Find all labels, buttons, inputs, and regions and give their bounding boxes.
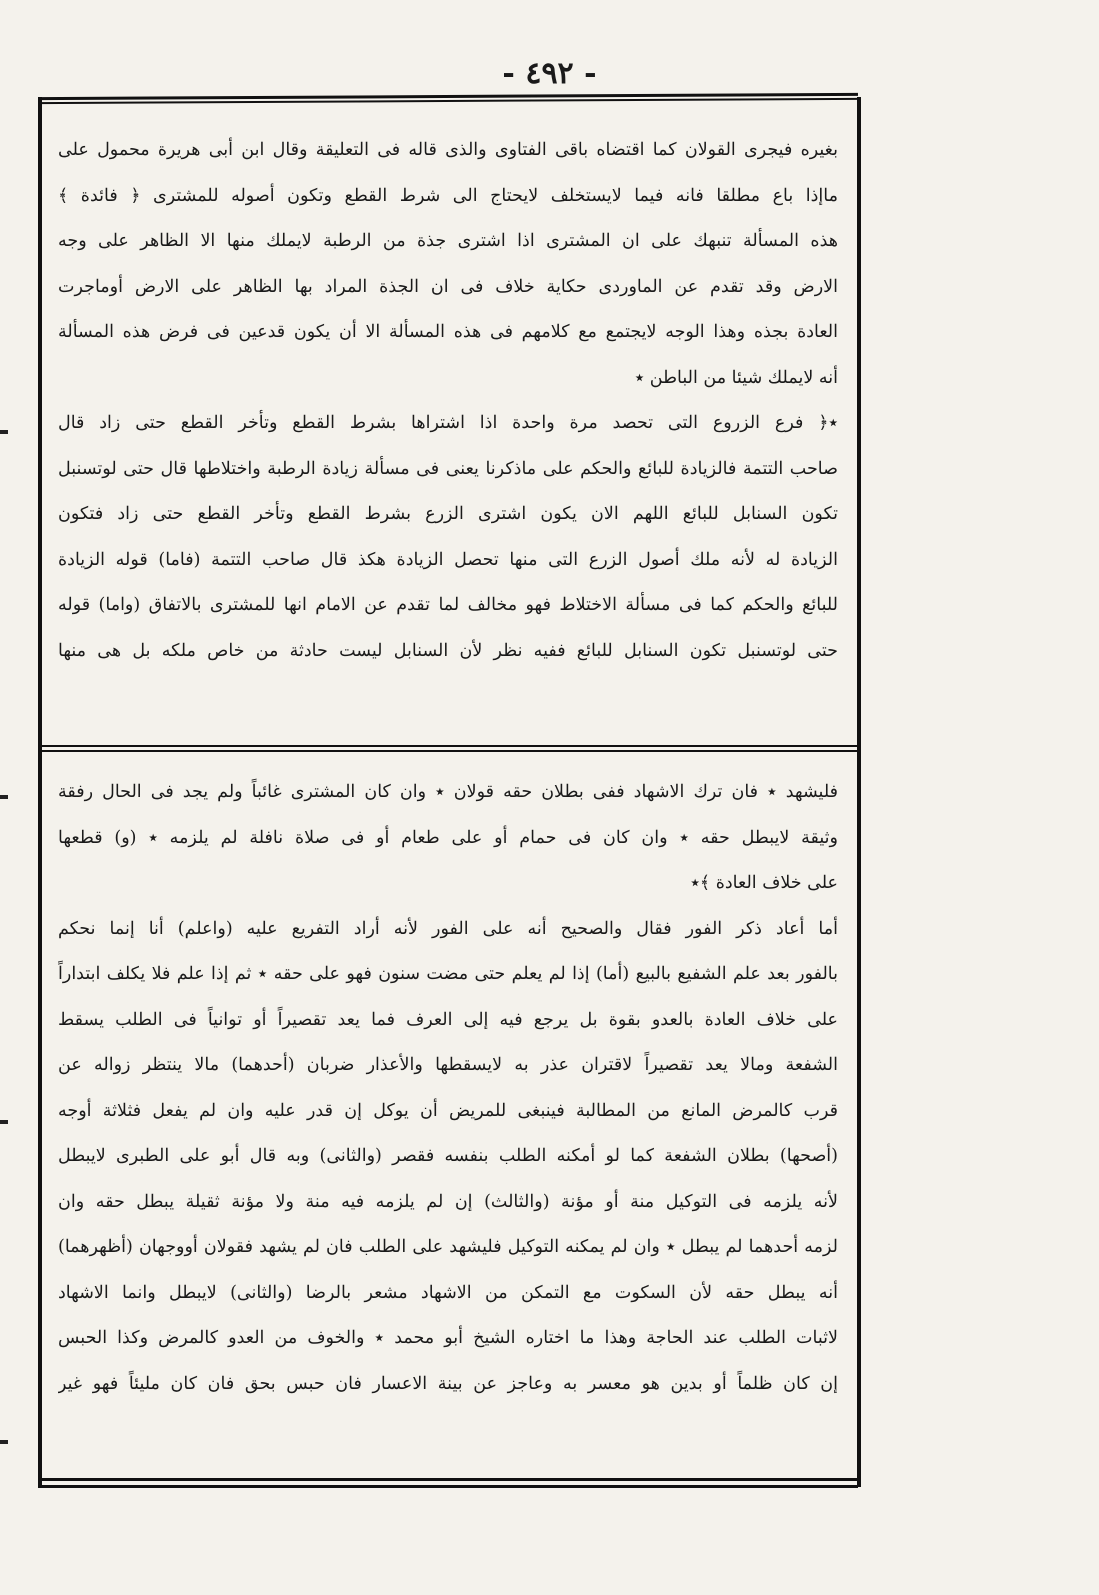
text-line: أنه لايملك شيئا من الباطن ٭ — [634, 367, 838, 388]
text-line: للبائع والحكم كما فى مسألة الاختلاط فهو مخالف لما تقدم عن الامام انها للمشترى بالاتفاق (واما) قوله — [58, 595, 838, 615]
text-line: (أصحها) بطلان الشفعة كما لو أمكنه الطلب بنفسه فقصر (والثانى) وبه قال أبو على الطبرى لايبطل — [58, 1146, 838, 1166]
text-line: ماإذا باع مطلقا فانه فيما لايستخلف لايحتاج الى شرط القطع وتكون أصوله للمشترى ﴿ فائدة ﴾ — [58, 185, 838, 206]
text-line: أما أعاد ذكر الفور فقال والصحيح أنه على الفور لأنه أراد التفريع عليه (واعلم) أنا إنما نحكم — [58, 918, 838, 939]
margin-mark — [0, 795, 8, 799]
text-line: العادة بجذه وهذا الوجه لايجتمع مع كلامهم فى هذه المسألة الا أن يكون قدعين فى فرض هذه المسألة — [58, 322, 838, 342]
section-divider — [38, 745, 858, 752]
text-line: لأنه يلزمه فى التوكيل منة أو مؤنة (والثالث) إن لم يلزمه فيه منة ولا مؤنة ثقيلة يبطل حقه وان — [58, 1191, 838, 1212]
bottom-rule — [38, 1478, 858, 1488]
text-line: ٭﴿ فرع الزروع التى تحصد مرة واحدة اذا اشتراها بشرط القطع وتأخر القطع حتى زاد قال — [58, 413, 838, 433]
text-line: هذه المسألة تنبهك على ان المشترى اذا اشترى جذة من الرطبة لايملك منها الا الظاهر على وجه — [58, 231, 838, 251]
text-line: تكون السنابل للبائع اللهم الان يكون اشترى الزرع بشرط القطع وتأخر القطع حتى زاد فتكون — [58, 504, 838, 524]
text-line: على خلاف العادة ﴾٭ — [690, 873, 838, 893]
margin-mark — [0, 1120, 8, 1124]
text-line: وثيقة لايبطل حقه ٭ وان كان فى حمام أو على طعام أو فى صلاة نافلة لم يلزمه ٭ (و) قطعها — [58, 827, 838, 848]
commentary-text — [58, 128, 838, 674]
text-line: لزمه أحدهما لم يبطل ٭ وان لم يمكنه التوكيل فليشهد على الطلب فان لم يشهد فقولان أووجهان (أظهرهما) — [58, 1237, 838, 1257]
text-line: بغيره فيجرى القولان كما اقتضاه باقى الفتاوى والذى قاله فى التعليقة وقال ابن أبى هريرة محمول على — [58, 140, 838, 160]
text-line: قرب كالمرض المانع من المطالبة فينبغى للمريض أن يوكل إن قدر عليه وان لم يفعل فثلاثة أوجه — [58, 1100, 838, 1121]
margin-mark — [0, 1440, 8, 1444]
text-line: أنه يبطل حقه لأن السكوت مع التمكن من الاشهاد مشعر بالرضا (والثانى) لايبطل وانما الاشهاد — [58, 1282, 838, 1303]
text-line: صاحب التتمة فالزيادة للبائع والحكم على ماذكرنا يعنى فى مسألة زيادة الرطبة واختلاطها قال حتى لوتسنبل — [58, 458, 838, 479]
margin-mark — [0, 430, 8, 434]
text-line: بالفور بعد علم الشفيع بالبيع (أما) إذا لم يعلم حتى مضت سنون فهو على حقه ٭ ثم إذا علم فلا يكلف ابتداراً — [58, 964, 838, 984]
text-line: الارض وقد تقدم عن الماوردى حكاية خلاف فى ان الجذة المراد بها الظاهر على الارض أوماجرت — [58, 276, 838, 297]
text-line: إن كان ظلماً أو بدين هو معسر به وعاجز عن بينة الاعسار فان حبس بحق فان كان مليئاً فهو غير — [58, 1373, 838, 1394]
text-line: على خلاف العادة بالعدو بقوة بل يرجع فيه إلى العرف فما يعد تقصيراً أو توانياً فى الطلب يسقط — [58, 1009, 838, 1030]
text-line: لاثبات الطلب عند الحاجة وهذا ما اختاره الشيخ أبو محمد ٭ والخوف من العدو كالمرض وكذا الحبس — [58, 1328, 838, 1348]
main-text — [58, 770, 838, 1407]
text-line: حتى لوتسنبل تكون السنابل للبائع ففيه نظر لأن السنابل ليست حادثة من خاص ملكه بل هى منها — [58, 640, 838, 661]
text-line: الشفعة ومالا يعد تقصيراً لاقتران عذر به لايسقطها والأعذار ضربان (أحدهما) مالا ينتظر زواله عن — [58, 1055, 838, 1075]
page-number: - ٤٩٢ - — [502, 56, 597, 91]
text-line: فليشهد ٭ فان ترك الاشهاد ففى بطلان حقه قولان ٭ وان كان المشترى غائباً ولم يجد فى الحال رفقة — [58, 782, 838, 802]
text-line: الزيادة له لأنه ملك أصول الزرع التى منها تحصل الزيادة هكذ قال صاحب التتمة (فاما) قوله الزيادة — [58, 549, 838, 570]
